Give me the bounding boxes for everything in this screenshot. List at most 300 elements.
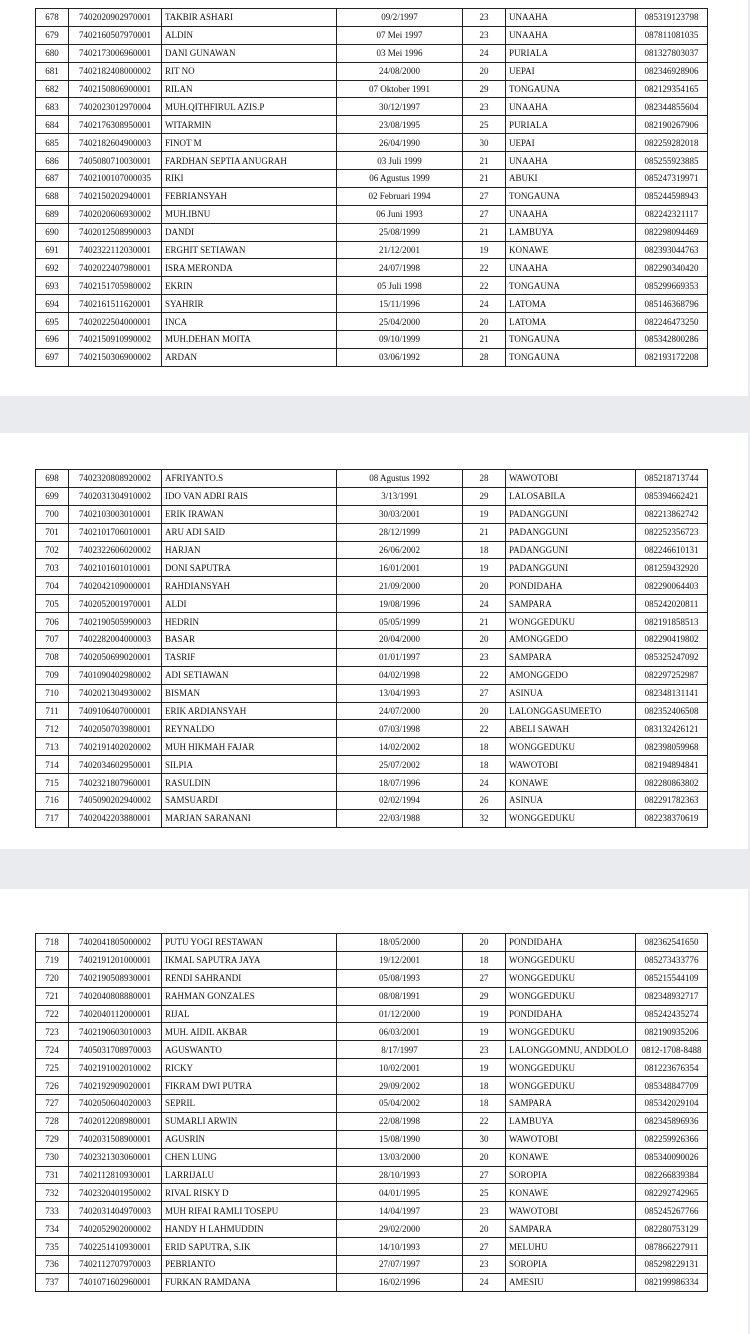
row-number: 710: [36, 684, 69, 702]
nik-cell: 7402042203880001: [69, 809, 162, 827]
nik-cell: 7402150806900001: [69, 80, 162, 98]
nik-cell: 7401071602960001: [69, 1273, 162, 1291]
birth-date-cell: 08/08/1991: [337, 987, 463, 1005]
phone-cell: 082194894841: [636, 756, 708, 774]
birth-date-cell: 01/12/2000: [337, 1005, 463, 1023]
age-cell: 23: [463, 26, 506, 44]
table-row: [36, 969, 708, 987]
participant-table-3: [35, 933, 708, 1292]
district-cell: KONAWE: [506, 1148, 636, 1166]
participant-table-1: [35, 8, 708, 367]
name-cell: PUTU YOGI RESTAWAN: [162, 934, 337, 952]
name-cell: TASRIF: [162, 648, 337, 666]
row-number: 712: [36, 720, 69, 738]
table-row: [36, 470, 708, 488]
name-cell: RILAN: [162, 80, 337, 98]
table-row: [36, 792, 708, 810]
birth-date-cell: 29/09/2002: [337, 1077, 463, 1095]
district-cell: SOROPIA: [506, 1256, 636, 1274]
district-cell: WAWOTOBI: [506, 1130, 636, 1148]
nik-cell: 7402321303060001: [69, 1148, 162, 1166]
name-cell: FINOT M: [162, 134, 337, 152]
birth-date-cell: 28/10/1993: [337, 1166, 463, 1184]
table-row: [36, 223, 708, 241]
phone-cell: 082266839384: [636, 1166, 708, 1184]
nik-cell: 7402182604900003: [69, 134, 162, 152]
row-number: 737: [36, 1273, 69, 1291]
district-cell: KONAWE: [506, 774, 636, 792]
phone-cell: 082259926366: [636, 1130, 708, 1148]
birth-date-cell: 8/17/1997: [337, 1041, 463, 1059]
name-cell: SILPIA: [162, 756, 337, 774]
nik-cell: 7402173006960001: [69, 44, 162, 62]
phone-cell: 082190935206: [636, 1023, 708, 1041]
birth-date-cell: 03 Juli 1999: [337, 152, 463, 170]
row-number: 691: [36, 241, 69, 259]
age-cell: 23: [463, 98, 506, 116]
age-cell: 18: [463, 951, 506, 969]
document-page-2: [0, 433, 748, 849]
birth-date-cell: 03/06/1992: [337, 348, 463, 366]
name-cell: ISRA MERONDA: [162, 259, 337, 277]
nik-cell: 7402100107000035: [69, 170, 162, 188]
row-number: 703: [36, 559, 69, 577]
phone-cell: 082345896936: [636, 1112, 708, 1130]
phone-cell: 081327803037: [636, 44, 708, 62]
birth-date-cell: 23/08/1995: [337, 116, 463, 134]
district-cell: SAMPARA: [506, 595, 636, 613]
row-number: 692: [36, 259, 69, 277]
table-row: [36, 277, 708, 295]
age-cell: 24: [463, 595, 506, 613]
age-cell: 22: [463, 277, 506, 295]
age-cell: 29: [463, 487, 506, 505]
age-cell: 23: [463, 648, 506, 666]
phone-cell: 082193172208: [636, 348, 708, 366]
phone-cell: 085340090026: [636, 1148, 708, 1166]
district-cell: TONGAUNA: [506, 277, 636, 295]
phone-cell: 085218713744: [636, 470, 708, 488]
row-number: 694: [36, 295, 69, 313]
nik-cell: 7402050699020001: [69, 648, 162, 666]
district-cell: WONGGEDUKU: [506, 738, 636, 756]
row-number: 687: [36, 170, 69, 188]
district-cell: TONGAUNA: [506, 187, 636, 205]
nik-cell: 7402176308950001: [69, 116, 162, 134]
nik-cell: 7402182408000002: [69, 62, 162, 80]
name-cell: AFRIYANTO.S: [162, 470, 337, 488]
row-number: 716: [36, 792, 69, 810]
age-cell: 20: [463, 1148, 506, 1166]
phone-cell: 082362541650: [636, 934, 708, 952]
birth-date-cell: 19/08/1996: [337, 595, 463, 613]
age-cell: 24: [463, 295, 506, 313]
birth-date-cell: 21/09/2000: [337, 577, 463, 595]
row-number: 729: [36, 1130, 69, 1148]
name-cell: HEDRIN: [162, 613, 337, 631]
row-number: 734: [36, 1220, 69, 1238]
nik-cell: 7405031708970003: [69, 1041, 162, 1059]
phone-cell: 082398059968: [636, 738, 708, 756]
name-cell: RAHDIANSYAH: [162, 577, 337, 595]
table-row: [36, 577, 708, 595]
nik-cell: 7402031508900001: [69, 1130, 162, 1148]
table-row: [36, 559, 708, 577]
row-number: 695: [36, 313, 69, 331]
row-number: 702: [36, 541, 69, 559]
birth-date-cell: 06 Juni 1993: [337, 205, 463, 223]
row-number: 688: [36, 187, 69, 205]
phone-cell: 082129354165: [636, 80, 708, 98]
nik-cell: 7402150306900002: [69, 348, 162, 366]
row-number: 722: [36, 1005, 69, 1023]
phone-cell: 081259432920: [636, 559, 708, 577]
age-cell: 21: [463, 223, 506, 241]
age-cell: 20: [463, 1220, 506, 1238]
district-cell: TONGAUNA: [506, 348, 636, 366]
name-cell: MARJAN SARANANI: [162, 809, 337, 827]
district-cell: WONGGEDUKU: [506, 809, 636, 827]
age-cell: 25: [463, 1184, 506, 1202]
district-cell: WONGGEDUKU: [506, 613, 636, 631]
nik-cell: 7402190508930001: [69, 969, 162, 987]
nik-cell: 7402012208980001: [69, 1112, 162, 1130]
birth-date-cell: 24/07/2000: [337, 702, 463, 720]
name-cell: LARRIJALU: [162, 1166, 337, 1184]
nik-cell: 7402022407980001: [69, 259, 162, 277]
nik-cell: 7402020902970001: [69, 9, 162, 27]
phone-cell: 0812-1708-8488: [636, 1041, 708, 1059]
age-cell: 19: [463, 505, 506, 523]
age-cell: 18: [463, 738, 506, 756]
phone-cell: 082348932717: [636, 987, 708, 1005]
age-cell: 27: [463, 1238, 506, 1256]
table-row: [36, 1059, 708, 1077]
birth-date-cell: 25/07/2002: [337, 756, 463, 774]
row-number: 707: [36, 631, 69, 649]
phone-cell: 082242321117: [636, 205, 708, 223]
table-row: [36, 1256, 708, 1274]
nik-cell: 7402191201000001: [69, 951, 162, 969]
name-cell: CHEN LUNG: [162, 1148, 337, 1166]
table-row: [36, 1202, 708, 1220]
row-number: 731: [36, 1166, 69, 1184]
birth-date-cell: 20/04/2000: [337, 631, 463, 649]
nik-cell: 7402321807960001: [69, 774, 162, 792]
birth-date-cell: 03 Mei 1996: [337, 44, 463, 62]
nik-cell: 7402052001970001: [69, 595, 162, 613]
nik-cell: 7402034602950001: [69, 756, 162, 774]
name-cell: RASULDIN: [162, 774, 337, 792]
table-row: [36, 541, 708, 559]
phone-cell: 082280753129: [636, 1220, 708, 1238]
district-cell: WAWOTOBI: [506, 470, 636, 488]
phone-cell: 082191858513: [636, 613, 708, 631]
district-cell: MELUHU: [506, 1238, 636, 1256]
row-number: 730: [36, 1148, 69, 1166]
table-row: [36, 1130, 708, 1148]
birth-date-cell: 10/02/2001: [337, 1059, 463, 1077]
nik-cell: 7402282004000003: [69, 631, 162, 649]
age-cell: 27: [463, 969, 506, 987]
age-cell: 20: [463, 631, 506, 649]
phone-cell: 085348847709: [636, 1077, 708, 1095]
nik-cell: 7405080710030001: [69, 152, 162, 170]
age-cell: 30: [463, 1130, 506, 1148]
phone-cell: 082346928906: [636, 62, 708, 80]
name-cell: DANI GUNAWAN: [162, 44, 337, 62]
district-cell: LAMBUYA: [506, 1112, 636, 1130]
name-cell: RICKY: [162, 1059, 337, 1077]
nik-cell: 7402191002010002: [69, 1059, 162, 1077]
name-cell: EKRIN: [162, 277, 337, 295]
age-cell: 21: [463, 523, 506, 541]
name-cell: ALDI: [162, 595, 337, 613]
age-cell: 32: [463, 809, 506, 827]
district-cell: PONDIDAHA: [506, 1005, 636, 1023]
birth-date-cell: 25/08/1999: [337, 223, 463, 241]
birth-date-cell: 26/06/2002: [337, 541, 463, 559]
name-cell: WITARMIN: [162, 116, 337, 134]
district-cell: UNAAHA: [506, 26, 636, 44]
birth-date-cell: 30/12/1997: [337, 98, 463, 116]
phone-cell: 085215544109: [636, 969, 708, 987]
birth-date-cell: 22/03/1988: [337, 809, 463, 827]
row-number: 701: [36, 523, 69, 541]
table-row: [36, 613, 708, 631]
birth-date-cell: 09/10/1999: [337, 331, 463, 349]
table-row: [36, 666, 708, 684]
name-cell: ERID SAPUTRA, S.IK: [162, 1238, 337, 1256]
district-cell: UEPAI: [506, 134, 636, 152]
document-page-1: [0, 0, 748, 396]
birth-date-cell: 22/08/1998: [337, 1112, 463, 1130]
nik-cell: 7402322112030001: [69, 241, 162, 259]
phone-cell: 082290419802: [636, 631, 708, 649]
table-row: [36, 1238, 708, 1256]
phone-cell: 082297252987: [636, 666, 708, 684]
phone-cell: 085342800286: [636, 331, 708, 349]
district-cell: SAMPARA: [506, 1220, 636, 1238]
table-row: [36, 331, 708, 349]
name-cell: HARJAN: [162, 541, 337, 559]
name-cell: RENDI SAHRANDI: [162, 969, 337, 987]
age-cell: 24: [463, 1273, 506, 1291]
name-cell: MUH RIFAI RAMLI TOSEPU: [162, 1202, 337, 1220]
table-row: [36, 987, 708, 1005]
phone-cell: 085273433776: [636, 951, 708, 969]
table-row: [36, 702, 708, 720]
row-number: 680: [36, 44, 69, 62]
nik-cell: 7402101601010001: [69, 559, 162, 577]
phone-cell: 085244598943: [636, 187, 708, 205]
table-row: [36, 62, 708, 80]
row-number: 699: [36, 487, 69, 505]
table-row: [36, 134, 708, 152]
age-cell: 24: [463, 44, 506, 62]
table-row: [36, 170, 708, 188]
name-cell: ARDAN: [162, 348, 337, 366]
name-cell: MUH.QITHFIRUL AZIS.P: [162, 98, 337, 116]
age-cell: 27: [463, 205, 506, 223]
name-cell: SUMARLI ARWIN: [162, 1112, 337, 1130]
name-cell: AGUSRIN: [162, 1130, 337, 1148]
table-row: [36, 348, 708, 366]
table-row: [36, 98, 708, 116]
nik-cell: 7402112810930001: [69, 1166, 162, 1184]
table-row: [36, 1041, 708, 1059]
birth-date-cell: 04/02/1998: [337, 666, 463, 684]
name-cell: RIT NO: [162, 62, 337, 80]
nik-cell: 7402190505990003: [69, 613, 162, 631]
district-cell: PADANGGUNI: [506, 523, 636, 541]
nik-cell: 7402150910990002: [69, 331, 162, 349]
row-number: 704: [36, 577, 69, 595]
birth-date-cell: 02 Februari 1994: [337, 187, 463, 205]
district-cell: TONGAUNA: [506, 80, 636, 98]
age-cell: 22: [463, 666, 506, 684]
nik-cell: 7402041805000002: [69, 934, 162, 952]
nik-cell: 7402150202940001: [69, 187, 162, 205]
district-cell: ABELI SAWAH: [506, 720, 636, 738]
district-cell: WONGGEDUKU: [506, 1077, 636, 1095]
district-cell: AMONGGEDO: [506, 631, 636, 649]
district-cell: SAMPARA: [506, 1095, 636, 1113]
table-row: [36, 684, 708, 702]
table-row: [36, 9, 708, 27]
age-cell: 20: [463, 313, 506, 331]
row-number: 736: [36, 1256, 69, 1274]
district-cell: AMESIU: [506, 1273, 636, 1291]
district-cell: TONGAUNA: [506, 331, 636, 349]
phone-cell: 082344855604: [636, 98, 708, 116]
table-row: [36, 1023, 708, 1041]
table-row: [36, 720, 708, 738]
district-cell: PURIALA: [506, 44, 636, 62]
name-cell: SYAHRIR: [162, 295, 337, 313]
row-number: 735: [36, 1238, 69, 1256]
row-number: 686: [36, 152, 69, 170]
phone-cell: 082393044763: [636, 241, 708, 259]
district-cell: PADANGGUNI: [506, 559, 636, 577]
age-cell: 18: [463, 1095, 506, 1113]
table-row: [36, 523, 708, 541]
district-cell: ASINUA: [506, 684, 636, 702]
row-number: 683: [36, 98, 69, 116]
name-cell: DANDI: [162, 223, 337, 241]
phone-cell: 082348131141: [636, 684, 708, 702]
district-cell: LATOMA: [506, 295, 636, 313]
table-row: [36, 756, 708, 774]
row-number: 715: [36, 774, 69, 792]
row-number: 689: [36, 205, 69, 223]
birth-date-cell: 19/12/2001: [337, 951, 463, 969]
table-row: [36, 44, 708, 62]
age-cell: 18: [463, 756, 506, 774]
birth-date-cell: 14/10/1993: [337, 1238, 463, 1256]
birth-date-cell: 06/03/2001: [337, 1023, 463, 1041]
nik-cell: 7402112707970003: [69, 1256, 162, 1274]
district-cell: WONGGEDUKU: [506, 969, 636, 987]
phone-cell: 087866227911: [636, 1238, 708, 1256]
birth-date-cell: 27/07/1997: [337, 1256, 463, 1274]
row-number: 713: [36, 738, 69, 756]
district-cell: WONGGEDUKU: [506, 951, 636, 969]
row-number: 690: [36, 223, 69, 241]
age-cell: 23: [463, 9, 506, 27]
nik-cell: 7402160507970001: [69, 26, 162, 44]
name-cell: REYNALDO: [162, 720, 337, 738]
birth-date-cell: 07 Oktober 1991: [337, 80, 463, 98]
row-number: 684: [36, 116, 69, 134]
name-cell: TAKBIR ASHARI: [162, 9, 337, 27]
name-cell: IDO VAN ADRI RAIS: [162, 487, 337, 505]
table-row: [36, 1273, 708, 1291]
row-number: 705: [36, 595, 69, 613]
district-cell: PADANGGUNI: [506, 505, 636, 523]
name-cell: ADI SETIAWAN: [162, 666, 337, 684]
birth-date-cell: 02/02/1994: [337, 792, 463, 810]
name-cell: RAHMAN GONZALES: [162, 987, 337, 1005]
phone-cell: 081223676354: [636, 1059, 708, 1077]
name-cell: MUH.IBNU: [162, 205, 337, 223]
row-number: 719: [36, 951, 69, 969]
name-cell: RIJAL: [162, 1005, 337, 1023]
age-cell: 21: [463, 170, 506, 188]
row-number: 728: [36, 1112, 69, 1130]
name-cell: BASAR: [162, 631, 337, 649]
phone-cell: 083132426121: [636, 720, 708, 738]
district-cell: WONGGEDUKU: [506, 987, 636, 1005]
row-number: 685: [36, 134, 69, 152]
table-row: [36, 595, 708, 613]
birth-date-cell: 07/03/1998: [337, 720, 463, 738]
table-row: [36, 934, 708, 952]
name-cell: ERIK IRAWAN: [162, 505, 337, 523]
row-number: 706: [36, 613, 69, 631]
table-row: [36, 648, 708, 666]
phone-cell: 082259282018: [636, 134, 708, 152]
district-cell: UNAAHA: [506, 98, 636, 116]
age-cell: 19: [463, 1005, 506, 1023]
participant-table-2: [35, 469, 708, 828]
district-cell: UEPAI: [506, 62, 636, 80]
table-row: [36, 1077, 708, 1095]
birth-date-cell: 15/11/1996: [337, 295, 463, 313]
row-number: 681: [36, 62, 69, 80]
nik-cell: 7402031304910002: [69, 487, 162, 505]
phone-cell: 085325247092: [636, 648, 708, 666]
nik-cell: 7402101706010001: [69, 523, 162, 541]
birth-date-cell: 05 Juli 1998: [337, 277, 463, 295]
table-row: [36, 1220, 708, 1238]
row-number: 696: [36, 331, 69, 349]
birth-date-cell: 26/04/1990: [337, 134, 463, 152]
age-cell: 19: [463, 1059, 506, 1077]
row-number: 682: [36, 80, 69, 98]
name-cell: AGUSWANTO: [162, 1041, 337, 1059]
birth-date-cell: 25/04/2000: [337, 313, 463, 331]
phone-cell: 082252356723: [636, 523, 708, 541]
table-row: [36, 1005, 708, 1023]
name-cell: RIVAL RISKY D: [162, 1184, 337, 1202]
row-number: 679: [36, 26, 69, 44]
table-row: [36, 809, 708, 827]
phone-cell: 082298094469: [636, 223, 708, 241]
name-cell: MUH HIKMAH FAJAR: [162, 738, 337, 756]
phone-cell: 082246610131: [636, 541, 708, 559]
nik-cell: 7402151705980002: [69, 277, 162, 295]
